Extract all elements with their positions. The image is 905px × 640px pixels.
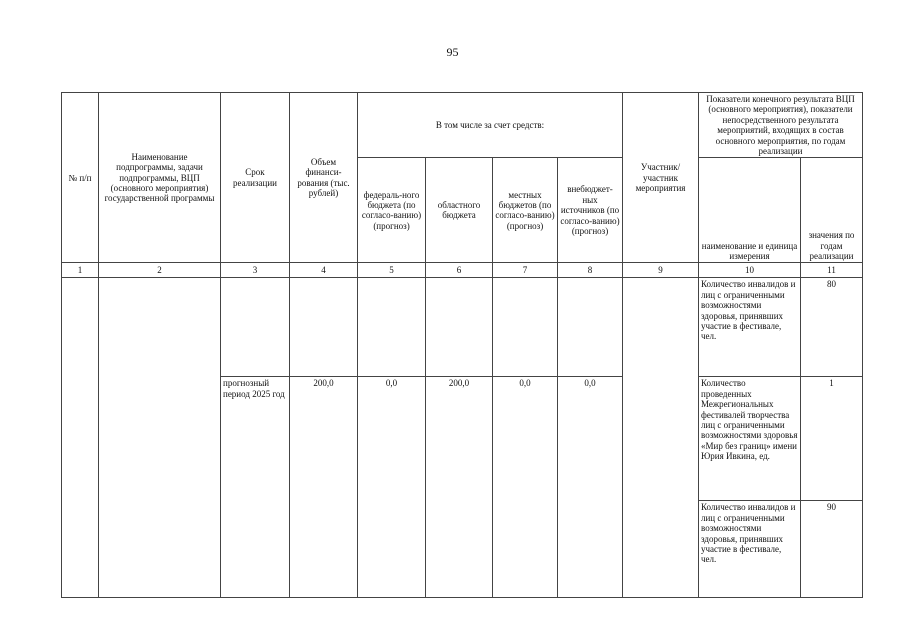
page-number: 95 [446, 45, 459, 59]
column-number: 7 [493, 263, 558, 278]
column-number: 9 [623, 263, 699, 278]
column-number: 6 [426, 263, 493, 278]
indicator-name: Количество инвалидов и лиц с ограниченными возможностями здоровья, принявших участие в фестивале, чел. [699, 278, 801, 377]
cell-num-empty [62, 278, 99, 598]
cell-empty [221, 278, 290, 377]
cell-empty [358, 278, 426, 377]
header-col-federal: федераль-ного бюджета (по согласо-ванию) (прогноз) [358, 158, 426, 263]
header-col-ind-values: значения по годам реализации [801, 158, 863, 263]
column-number: 5 [358, 263, 426, 278]
header-col-num: № п/п [62, 93, 99, 263]
header-col-ind-name: наименование и единица измерения [699, 158, 801, 263]
column-number: 11 [801, 263, 863, 278]
header-col-indicators: Показатели конечного результата ВЦП (основного мероприятия), показатели непосредственного результата мероприятий, входящих в состав основного мероприятия, по годам реализации [699, 93, 863, 158]
column-number: 8 [558, 263, 623, 278]
header-col-term: Срок реализации [221, 93, 290, 263]
column-number: 3 [221, 263, 290, 278]
indicator-value: 80 [801, 278, 863, 377]
financing-local: 0,0 [493, 377, 558, 598]
column-number: 4 [290, 263, 358, 278]
cell-empty [290, 278, 358, 377]
cell-participant-empty [623, 278, 699, 598]
header-col-incl: В том числе за счет средств: [358, 93, 623, 158]
indicator-name: Количество проведенных Межрегиональных фестивалей творчества лиц с ограниченными возможностями здоровья «Мир без границ» имени Юрия Ивкина, ед. [699, 377, 801, 501]
cell-empty [558, 278, 623, 377]
column-number: 2 [99, 263, 221, 278]
indicator-value: 1 [801, 377, 863, 501]
header-col-volume: Объем финанси-рования (тыс. рублей) [290, 93, 358, 263]
cell-empty [426, 278, 493, 377]
header-col-name: Наименование подпрограммы, задачи подпрограммы, ВЦП (основного мероприятия) государственной программы [99, 93, 221, 263]
financing-term: прогнозный период 2025 год [221, 377, 290, 598]
column-number: 10 [699, 263, 801, 278]
header-col-participant: Участник/ участник мероприятия [623, 93, 699, 263]
financing-regional: 200,0 [426, 377, 493, 598]
financing-federal: 0,0 [358, 377, 426, 598]
header-col-regional: областного бюджета [426, 158, 493, 263]
header-col-local: местных бюджетов (по согласо-ванию) (прогноз) [493, 158, 558, 263]
header-col-extra: внебюджет-ных источников (по согласо-ванию) (прогноз) [558, 158, 623, 263]
column-number: 1 [62, 263, 99, 278]
financing-extra: 0,0 [558, 377, 623, 598]
cell-empty [493, 278, 558, 377]
indicator-value: 90 [801, 501, 863, 598]
program-table [61, 92, 863, 598]
indicator-name: Количество инвалидов и лиц с ограниченными возможностями здоровья, принявших участие в фестивале, чел. [699, 501, 801, 598]
financing-volume: 200,0 [290, 377, 358, 598]
cell-name-empty [99, 278, 221, 598]
